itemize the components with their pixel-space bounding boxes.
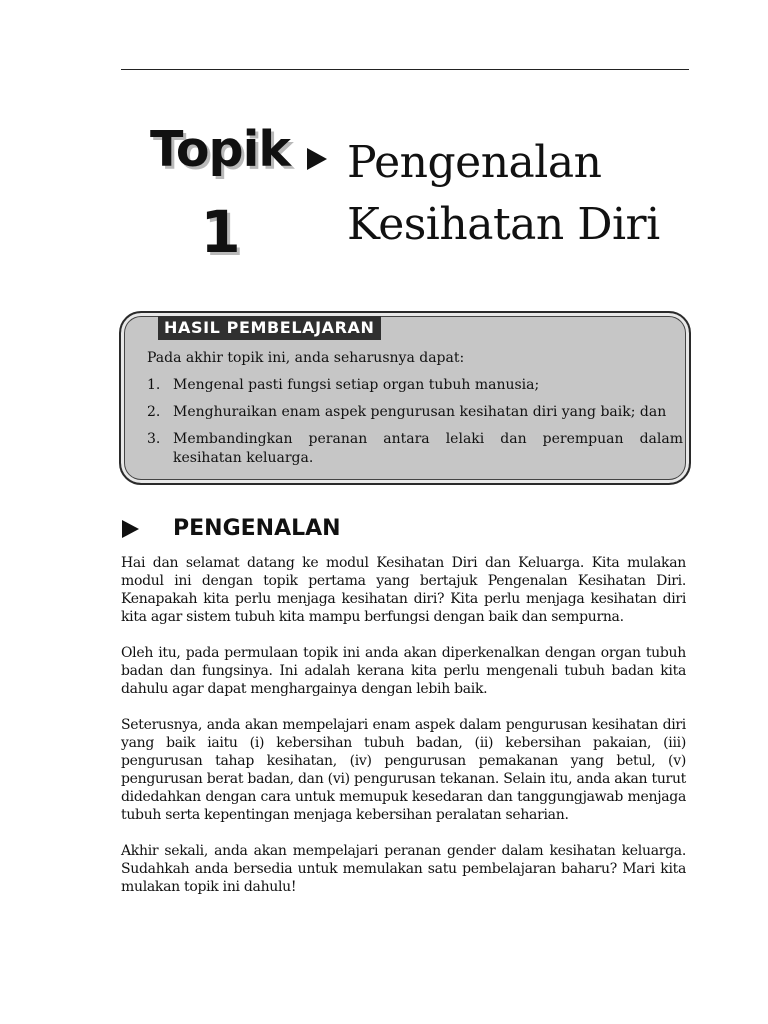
paragraph: Seterusnya, anda akan mempelajari enam aspek dalam pengurusan kesihatan diri yang baik iaitu (i) kebersihan tubuh badan, (ii) kebersihan pakaian, (iii) pengurusan tahap kesihatan, (iv) pengurusan pemakanan yang betul, (v) pengurusan berat badan, dan (vi) pengurusan tekanan. Selain itu, anda akan turut didedahkan dengan cara untuk memupuk kesedaran dan tanggungjawab menjaga tubuh serta kepentingan menjaga kebersihan peralatan seharian. (121, 717, 686, 823)
learning-outcome-number: 2. (147, 404, 161, 420)
header-rule (121, 69, 689, 70)
learning-outcome-text: Membandingkan peranan antara lelaki dan perempuan dalam kesihatan keluarga. (173, 431, 683, 466)
topic-title-line-2: Kesihatan Diri (347, 199, 660, 250)
title-arrow-icon (307, 148, 327, 170)
learning-outcome-text: Menghuraikan enam aspek pengurusan kesihatan diri yang baik; dan (173, 404, 667, 420)
learning-outcome-item (147, 376, 683, 395)
section-arrow-icon (122, 520, 139, 538)
topic-title-line-1: Pengenalan (347, 137, 602, 188)
section-body (121, 554, 686, 914)
learning-outcome-item (147, 430, 683, 468)
learning-outcome-text: Mengenal pasti fungsi setiap organ tubuh manusia; (173, 377, 540, 393)
topic-title (347, 132, 660, 256)
paragraph: Akhir sekali, anda akan mempelajari peranan gender dalam kesihatan keluarga. Sudahkah anda bersedia untuk memulakan satu pembelajaran baharu? Mari kita mulakan topik ini dahulu! (121, 843, 686, 895)
paragraph: Hai dan selamat datang ke modul Kesihatan Diri dan Keluarga. Kita mulakan modul ini dengan topik pertama yang bertajuk Pengenalan Kesihatan Diri. Kenapakah kita perlu menjaga kesihatan diri? Kita perlu menjaga kesihatan diri kita agar sistem tubuh kita mampu berfungsi dengan baik dan sempurna. (121, 555, 686, 625)
topic-label: Topik (149, 121, 291, 178)
learning-outcome-number: 1. (147, 377, 161, 393)
learning-outcomes-box (119, 311, 691, 485)
topic-number: 1 (200, 198, 240, 266)
learning-outcome-number: 3. (147, 431, 161, 447)
learning-outcomes-body (147, 349, 683, 476)
section-title: PENGENALAN (173, 516, 341, 541)
learning-outcomes-heading: HASIL PEMBELAJARAN (158, 316, 381, 340)
paragraph: Oleh itu, pada permulaan topik ini anda akan diperkenalkan dengan organ tubuh badan dan fungsinya. Ini adalah kerana kita perlu mengenali tubuh badan kita dahulu agar dapat menghargainya dengan lebih baik. (121, 645, 686, 697)
learning-outcome-item (147, 403, 683, 422)
learning-outcomes-intro: Pada akhir topik ini, anda seharusnya dapat: (147, 350, 465, 366)
